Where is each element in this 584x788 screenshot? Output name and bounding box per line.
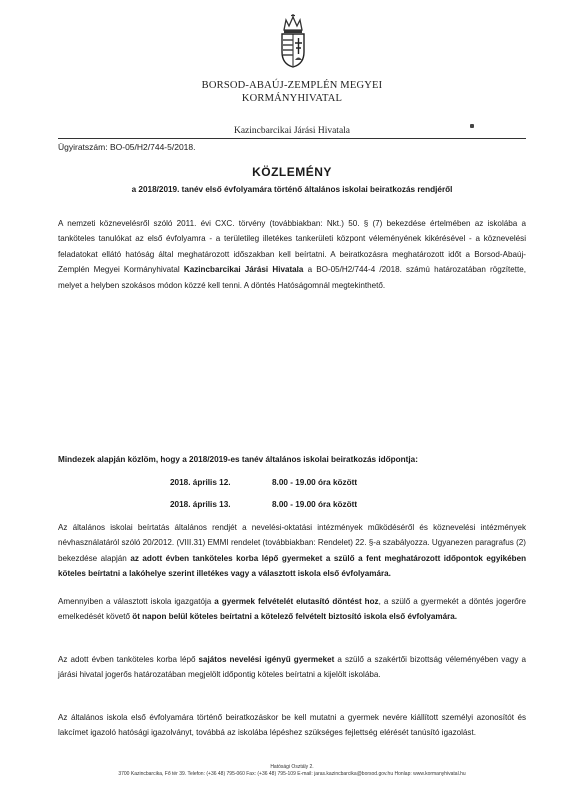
enrollment-time: 8.00 - 19.00 óra között [272, 500, 358, 509]
page-subtitle: a 2018/2019. tanév első évfolyamára történő általános iskolai beiratkozás rendjéről [131, 185, 453, 194]
footer-department: Hatósági Osztály 2. [270, 764, 314, 770]
enrollment-time: 8.00 - 19.00 óra között [272, 478, 358, 487]
enrollment-date: 2018. április 12. [170, 478, 231, 487]
organization-name-line1: BORSOD-ABAÚJ-ZEMPLÉN MEGYEI [201, 80, 383, 91]
ink-mark [470, 124, 474, 128]
paragraph-legal-basis: A nemzeti köznevelésről szóló 2011. évi CXC. törvény (továbbiakban: Nkt.) 50. § (7) bekezdése értelmében az iskolába a tanköteles tanulókat az első évfolyamra - a területileg illetékes tankerületi központ véleményének kikérésével - a köznevelési feladatokat ellátó hatóság által meghatározott időszakban kell beírtatni. A beiratkozásra meghatározott időt a Borsod-Abaúj-Zemplén Megyei Kormányhivatal Kazincbarcikai Járási Hivatala a BO-05/H2/744-4 /2018. számú határozatában rögzítette, melyet a helyben szokásos módon közzé kell tenni. A döntés Hatóságomnál megtekinthető. [58, 219, 526, 290]
enrollment-date-row [170, 500, 357, 509]
enrollment-date-row [170, 478, 357, 487]
paragraph-regulation: Az általános iskolai beírtatás általános rendjét a nevelési-oktatási intézmények működéséről és köznevelési intézmények névhasználatáról szóló 20/2012. (VIII.31) EMMI rendelet (továbbiakban: Rendelet) 22. §-a szabályozza. Ugyanezen paragrafus (2) bekezdése alapján az adott évben tanköteles korba lépő gyermeket a szülő a fent meghatározott időpontok egyikében köteles beírtatni a lakóhelye szerint illetékes vagy a választott iskola első évfolyamára. [58, 523, 527, 579]
organization-name-line2: KORMÁNYHIVATAL [241, 93, 343, 104]
hungarian-coat-of-arms-icon [278, 14, 308, 68]
paragraph-required-documents: Az általános iskola első évfolyamára történő beiratkozáskor be kell mutatni a gyermek nevére kiállított személyi azonosítót és lakcímet igazoló hatósági igazolványt, továbbá az iskolába lépéshez szükséges fejlettség elérését tanúsító igazolást. [58, 713, 526, 738]
paragraph-rejection: Amennyiben a választott iskola igazgatója a gyermek felvételét elutasító döntést hoz, a szülő a gyermekét a döntés jogerőre emelkedését követő öt napon belül köteles beírtatni a kötelező felvételt biztosító iskola első évfolyamára. [58, 597, 526, 622]
footer-contact: 3700 Kazincbarcika, Fő tér 39. Telefon: (+36 48) 795-060 Fax: (+36 48) 795-109 E-mail: jaras.kazincbarcika@borsod.gov.hu Honlap: www.kormanyhivatal.hu [118, 771, 466, 777]
paragraph-special-needs: Az adott évben tanköteles korba lépő sajátos nevelési igényű gyermeket a szülő a szakértői bizottság véleményében vagy a járási hivatal jogerős határozatában megjelölt időpontig köteles beírtatni a kijelölt iskolába. [58, 655, 526, 680]
case-number: Ügyiratszám: BO-05/H2/744-5/2018. [58, 142, 196, 152]
enrollment-date: 2018. április 13. [170, 500, 231, 509]
office-name: Kazincbarcikai Járási Hivatala [233, 126, 351, 136]
announcement-lead: Mindezek alapján közlöm, hogy a 2018/2019-es tanév általános iskolai beiratkozás időpontja: [58, 455, 418, 464]
header-divider [58, 138, 526, 139]
page-title: KÖZLEMÉNY [252, 165, 332, 179]
